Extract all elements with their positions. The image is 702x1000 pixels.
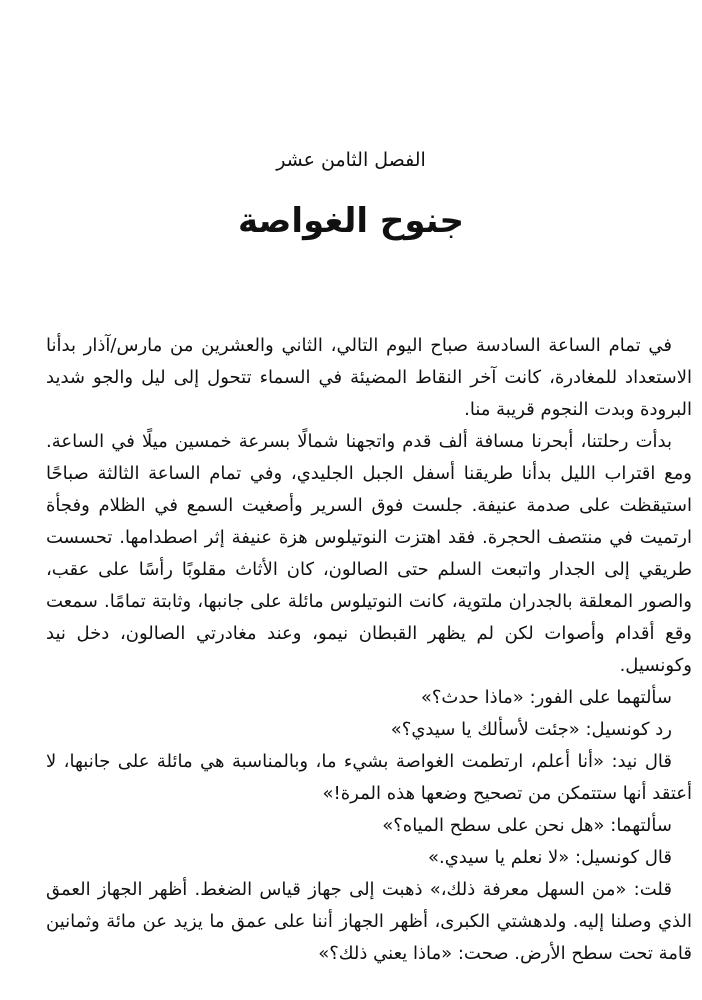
paragraph: سألتهما: «هل نحن على سطح المياه؟» (382, 815, 672, 836)
paragraph: في تمام الساعة السادسة صباح اليوم التالي، الثاني والعشرين من مارس/آذار بدأنا الاستعداد للمغادرة، كانت آخر النقاط المضيئة في السماء تتحول إلى ليل والجو شديد البرودة وبدت النجوم قريبة منا. (46, 335, 692, 420)
paragraph: رد كونسيل: «جئت لأسألك يا سيدي؟» (390, 719, 672, 740)
chapter-label: الفصل الثامن عشر (276, 149, 426, 171)
paragraph: قال كونسيل: «لا نعلم يا سيدي.» (427, 847, 672, 868)
chapter-title: جنوح الغواصة (237, 201, 465, 241)
chapter-body (0, 330, 702, 970)
paragraph: قال نيد: «أنا أعلم، ارتطمت الغواصة بشيء ما، وبالمناسبة هي مائلة على جانبها، لا أعتقد أنها ستتمكن من تصحيح وضعها هذه المرة!» (46, 751, 692, 804)
paragraph: بدأت رحلتنا، أبحرنا مسافة ألف قدم واتجهنا شمالًا بسرعة خمسين ميلًا في الساعة. ومع اقتراب الليل بدأنا طريقنا أسفل الجبل الجليدي، وفي تمام الساعة الثالثة صباحًا استيقظت على صدمة عنيفة. جلست فوق السرير وأصغيت السمع في الظلام وفجأة ارتميت في منتصف الحجرة. فقد اهتزت النوتيلوس هزة عنيفة إثر اصطدامها. تحسست طريقي إلى الجدار واتبعت السلم حتى الصالون، كان الأثاث مقلوبًا رأسًا على عقب، والصور المعلقة بالجدران ملتوية، كانت النوتيلوس مائلة على جانبها، وثابتة تمامًا. سمعت وقع أقدام وأصوات لكن لم يظهر القبطان نيمو، وعند مغادرتي الصالون، دخل نيد وكونسيل. (46, 431, 692, 676)
paragraph: سألتهما على الفور: «ماذا حدث؟» (420, 687, 672, 708)
paragraph: قلت: «من السهل معرفة ذلك،» ذهبت إلى جهاز قياس الضغط. أظهر الجهاز العمق الذي وصلنا إليه. ولدهشتي الكبرى، أظهر الجهاز أننا على عمق ما يزيد عن مائة وثمانين قامة تحت سطح الأرض. صحت: «ماذا يعني ذلك؟» (46, 879, 692, 964)
